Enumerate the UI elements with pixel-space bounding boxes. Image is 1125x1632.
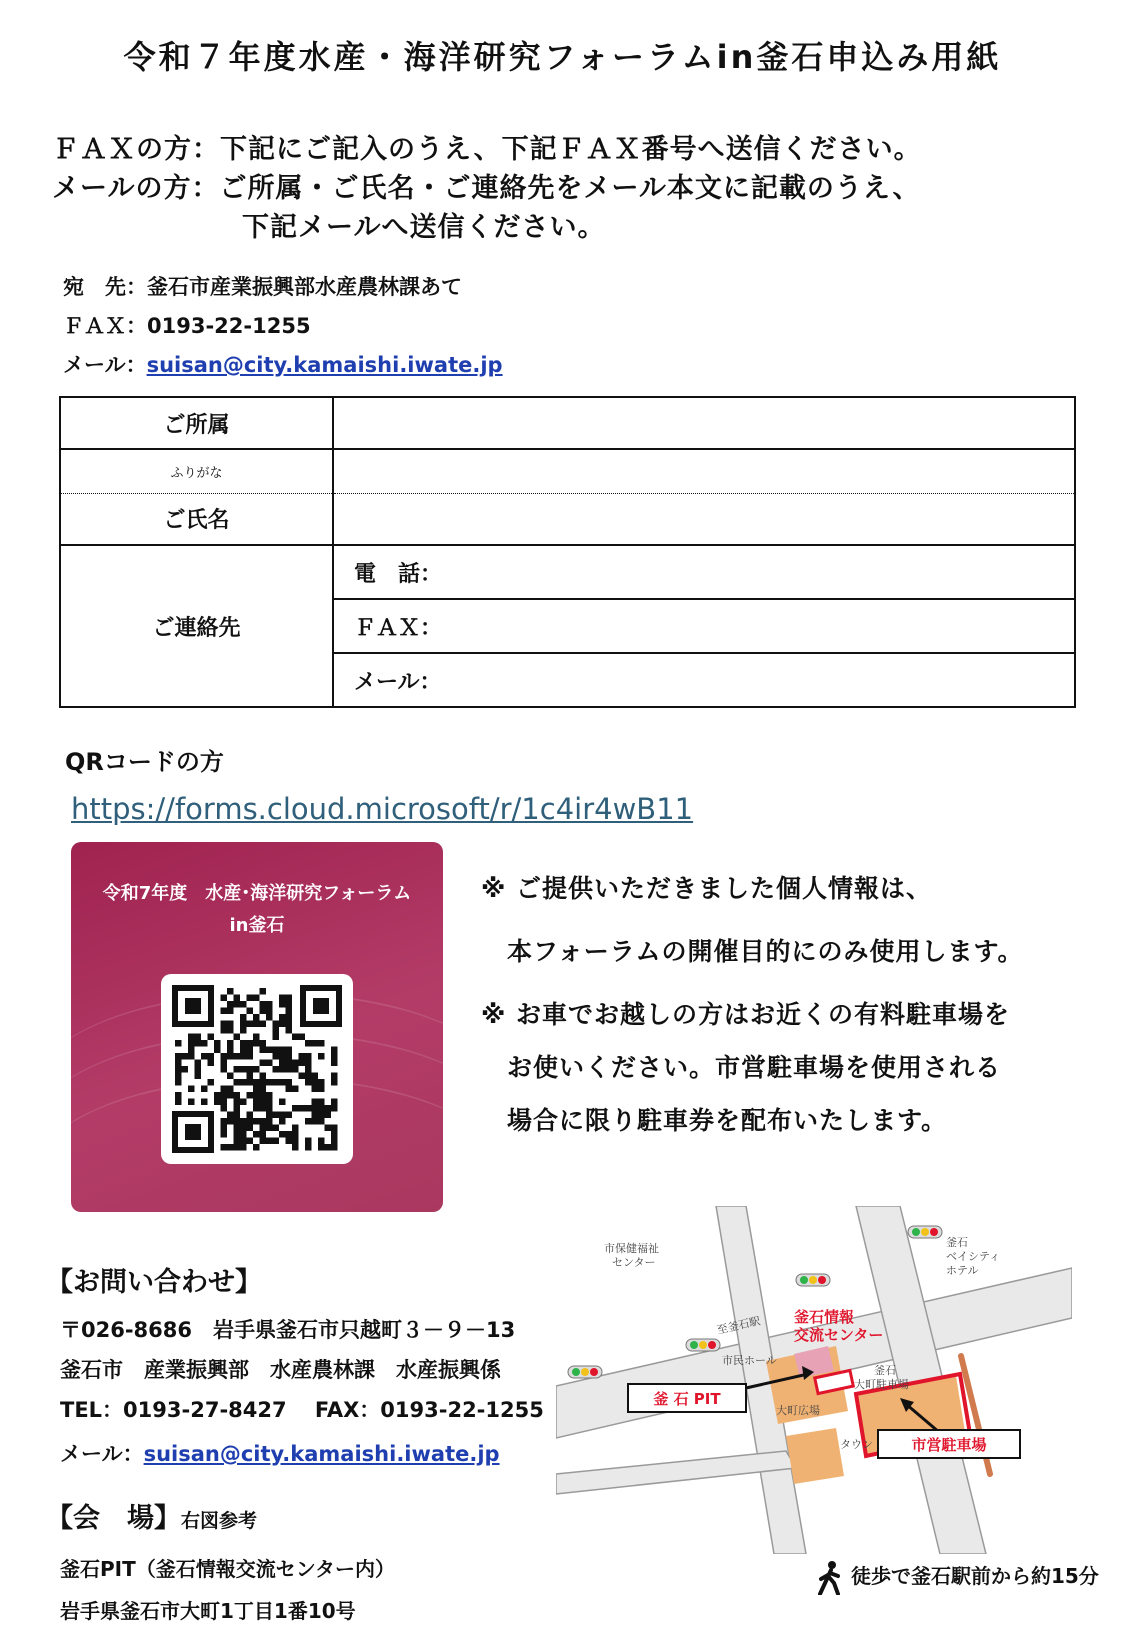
map-parking-lot-1: 釜石 (874, 1364, 896, 1377)
venue-heading (46, 1496, 257, 1535)
walk-note-text: 徒歩で釜石駅前から約15分 (850, 1564, 1099, 1588)
inquiry-mail-label: メール： (60, 1442, 144, 1466)
fax-instruction: ＦＡＸの方：下記にご記入のうえ、下記ＦＡＸ番号へ送信ください。 (52, 134, 922, 165)
qr-code-box[interactable] (161, 974, 353, 1164)
inquiry-heading: 【お問い合わせ】 (46, 1267, 262, 1298)
venue-heading-text: 【会 場】 (46, 1503, 181, 1534)
note-line: 本フォーラムの開催目的にのみ使用します。 (481, 937, 1024, 966)
map-hotel-3: ホテル (946, 1264, 979, 1277)
tel-field[interactable]: 電 話： (333, 545, 1075, 599)
note-line: お使いください。市営駐車場を使用される (481, 1053, 1002, 1082)
mail-field[interactable]: メール： (333, 653, 1075, 707)
form-url-link[interactable]: https://forms.cloud.microsoft/r/1c4ir4wB11 (71, 792, 694, 826)
map-hotel-1: 釜石 (946, 1236, 968, 1249)
map-hotel-2: ベイシティ (946, 1250, 1001, 1263)
qr-card-title (71, 878, 443, 942)
traffic-light-icon (568, 1366, 602, 1378)
contact-label: ご連絡先 (60, 545, 333, 707)
furigana-label: ふりがな (60, 449, 333, 493)
to-label: 宛 先： (63, 275, 147, 299)
access-map (556, 1206, 1072, 1554)
venue-address: 岩手県釜石市大町1丁目1番10号 (60, 1599, 356, 1623)
qr-card-title-line1: 令和7年度 水産･海洋研究フォーラム (102, 883, 412, 904)
affiliation-label: ご所属 (60, 397, 333, 449)
page-title: 令和７年度水産・海洋研究フォーラムin釜石申込み用紙 (123, 38, 1002, 76)
map-city-parking-label: 市営駐車場 (911, 1436, 987, 1454)
map-info-center-1: 釜石情報 (794, 1308, 855, 1326)
inquiry-postal: 〒026-8686 岩手県釜石市只越町３－９－13 (60, 1318, 516, 1342)
application-form (59, 396, 1076, 708)
venue-note: 右図参考 (181, 1510, 258, 1532)
inquiry-mail-link[interactable]: suisan@city.kamaishi.iwate.jp (143, 1442, 500, 1466)
mail-label: メール： (63, 353, 147, 377)
map-civic-hall: 市民ホール (722, 1354, 777, 1367)
walking-person-icon (816, 1561, 844, 1595)
map-plaza: 大町広場 (776, 1404, 820, 1417)
map-health-center-1: 市保健福祉 (604, 1242, 659, 1255)
name-label: ご氏名 (60, 493, 333, 545)
mail-instruction-1: メールの方：ご所属・ご氏名・ご連絡先をメール本文に記載のうえ、 (52, 173, 921, 204)
to-value: 釜石市産業振興部水産農林課あて (147, 275, 462, 299)
inquiry-dept: 釜石市 産業振興部 水産農林課 水産振興係 (60, 1358, 501, 1382)
note-line: 場合に限り駐車券を配布いたします。 (481, 1106, 948, 1135)
fax-field[interactable]: ＦＡＸ： (333, 599, 1075, 653)
recipient-block (63, 268, 503, 385)
instructions (52, 130, 922, 247)
furigana-field[interactable] (333, 449, 1075, 493)
fax-label: ＦＡＸ： (63, 314, 147, 338)
venue-place: 釜石PIT（釜石情報交流センター内） (60, 1557, 395, 1581)
affiliation-field[interactable] (333, 397, 1075, 449)
walk-note (816, 1560, 1099, 1595)
inquiry-telfax: TEL：0193-27-8427 FAX：0193-22-1255 (60, 1398, 544, 1422)
traffic-light-icon (796, 1274, 830, 1286)
qr-card (71, 842, 443, 1212)
venue-block (60, 1548, 395, 1632)
map-town: タウン (840, 1438, 873, 1451)
note-line: ※ ご提供いただきました個人情報は、 (481, 874, 933, 903)
note-line: ※ お車でお越しの方はお近くの有料駐車場を (481, 1000, 1011, 1029)
mail-instruction-2: 下記メールへ送信ください。 (242, 212, 606, 243)
name-field[interactable] (333, 493, 1075, 545)
map-health-center-2: センター (612, 1256, 656, 1269)
qr-heading: QRコードの方 (65, 748, 224, 776)
map-info-center-2: 交流センター (794, 1326, 884, 1344)
notes (481, 862, 1024, 1147)
map-parking-lot-2: 大町駐車場 (854, 1378, 909, 1391)
traffic-light-icon (908, 1226, 942, 1238)
map-station: 至釜石駅 (715, 1314, 762, 1337)
qr-card-title-line2: in釜石 (229, 915, 285, 936)
qr-code-icon (161, 974, 353, 1164)
fax-number: 0193-22-1255 (147, 314, 311, 338)
map-pit-label: 釜 石 PIT (653, 1390, 721, 1408)
traffic-light-icon (686, 1339, 720, 1351)
inquiry-block (60, 1310, 544, 1474)
mail-link[interactable]: suisan@city.kamaishi.iwate.jp (146, 353, 503, 377)
